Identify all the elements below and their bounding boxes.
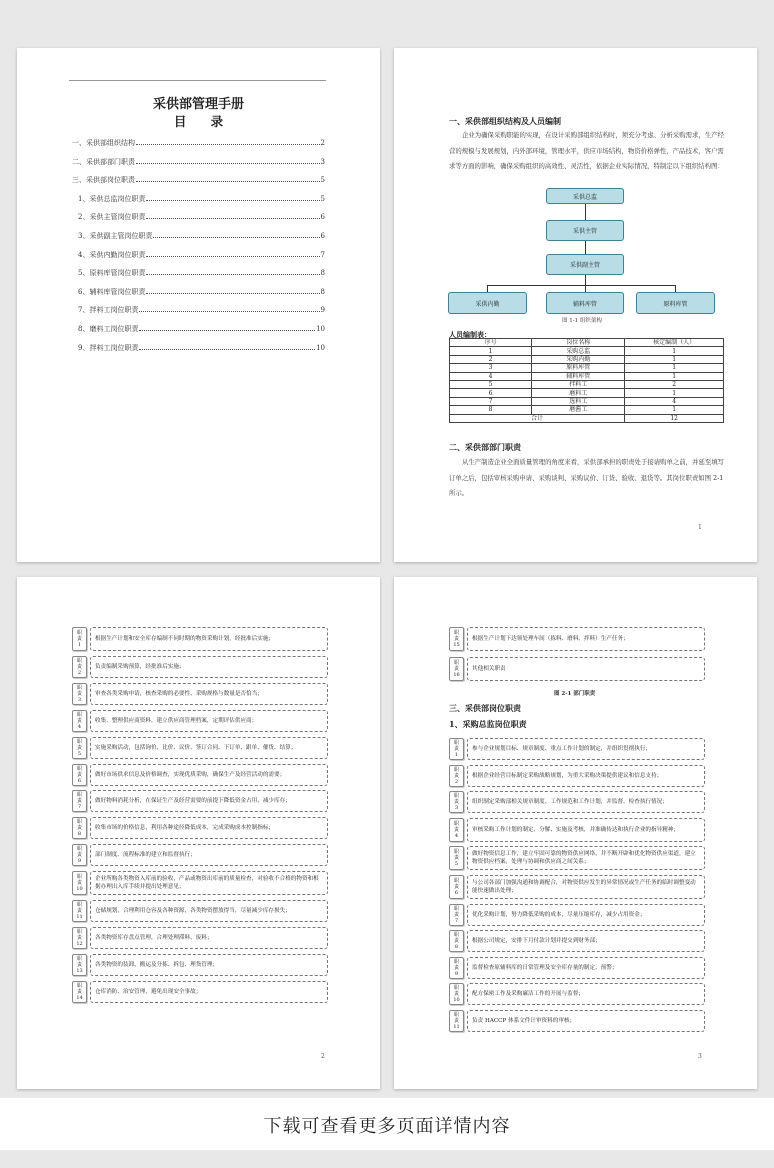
- duty-item: [72, 927, 328, 949]
- duty-tag-word: 责: [453, 746, 459, 752]
- duty-text: 各类物资库存盘点管理，合理处理滞料、废料；: [90, 927, 328, 949]
- duty-number-tag: [72, 927, 87, 949]
- document-title: 采供部管理手册: [152, 97, 244, 112]
- toc-entry[interactable]: [78, 287, 325, 299]
- duty-item: [72, 683, 328, 705]
- duty-number-tag: [72, 627, 87, 651]
- duty-tag-word: 责: [453, 911, 459, 918]
- table-cell: 辅料库管: [532, 372, 625, 380]
- duty-number-tag: [449, 657, 464, 681]
- staff-table: [449, 338, 724, 423]
- duty-number: 16: [453, 672, 460, 678]
- duty-text: 监督检查原辅料库的日常管理及安全库存量的制定、预警；: [467, 957, 705, 979]
- toc-entry[interactable]: [72, 157, 325, 169]
- duty-number: 6: [454, 890, 459, 896]
- duty-tag-word: 职: [453, 849, 459, 856]
- duty-item: [72, 844, 328, 866]
- duty-tag-word: 职: [76, 819, 82, 826]
- table-cell: 选料工: [532, 397, 625, 405]
- duty-tag-word: 责: [76, 988, 82, 995]
- table-row: [450, 347, 724, 355]
- staff-table-title: 人员编制表：: [449, 330, 491, 339]
- toc-entry-page: 10: [316, 325, 325, 333]
- total-value: 12: [625, 414, 724, 422]
- duty-number: 9: [77, 858, 82, 865]
- duty-tag-word: 责: [453, 826, 459, 833]
- duty-tag-word: 职: [76, 738, 82, 745]
- duty-text: 做好物资信息工作，建立牢固可靠的物资供应网络，并不断开辟和优化物资供应渠道，建立物资供应档案，处理与协调和供应商之间关系；: [467, 846, 705, 870]
- duty-tag-word: 责: [453, 884, 459, 890]
- duty-item: [449, 904, 705, 926]
- table-row: [450, 397, 724, 405]
- toc-entry-label: 5、原料库管岗位职责: [78, 269, 146, 278]
- duty-text: 配方保密工作及采购廉洁工作的开展与监督；: [467, 983, 705, 1005]
- duty-item: [449, 930, 705, 952]
- duty-tag-word: 职: [76, 955, 82, 962]
- org-intro-paragraph: 企业为确保采购职能的实现，在设计采购部组织结构时，须充分考虑、分析采购需求，生产经营的规模与发展规划，内外部环境，管理水平，供应市场结构，物资价格弹性，产品技术，客户需求等方面的影响，确保采购组织的高效性、灵活性，依据企业实际情况，特制定以下组织结构图：: [449, 131, 725, 170]
- duty-text: 其他相关职责: [467, 657, 705, 681]
- duty-text: 负责编制采购预算，经批准后实施；: [90, 656, 328, 678]
- duty-item: [449, 875, 705, 899]
- duty-tag-word: 职: [76, 684, 82, 691]
- toc-entry[interactable]: [78, 324, 325, 336]
- duty-item: [72, 764, 328, 786]
- toc-leader-dots: [139, 330, 315, 331]
- dept-duties-page: [17, 577, 380, 1089]
- duty-tag-word: 职: [453, 932, 459, 939]
- duty-number-tag: [72, 790, 87, 812]
- table-row: [450, 389, 724, 397]
- duty-tag-word: 职: [76, 765, 82, 772]
- toc-leader-dots: [146, 218, 319, 219]
- duty-number-tag: [72, 656, 87, 678]
- subsection-heading-director: 1、采购总监岗位职责: [449, 719, 527, 729]
- toc-entry-label: 三、采供部岗位职责: [72, 176, 135, 185]
- duty-tag-word: 责: [76, 717, 82, 724]
- toc-entry-label: 9、拌料工岗位职责: [78, 343, 139, 352]
- duty-number: 11: [453, 1024, 460, 1030]
- table-cell: 1: [625, 355, 724, 363]
- duty-item: [72, 954, 328, 976]
- toc-entry-label: 2、采供主管岗位职责: [78, 213, 146, 222]
- toc-entry-label: 1、采供总监岗位职责: [78, 194, 146, 203]
- org-box-top: 采供总监: [546, 188, 624, 204]
- duty-number: 4: [454, 832, 459, 839]
- toc-leader-dots: [139, 311, 319, 312]
- duty-tag-word: 责: [453, 991, 459, 998]
- duty-text: 做好市场供求信息及价格调查，实现优质采购，确保生产及经营活动的需要；: [90, 764, 328, 786]
- toc-entry-label: 3、采供副主管岗位职责: [78, 232, 153, 240]
- duty-number-tag: [449, 765, 464, 787]
- duty-item: [449, 818, 705, 842]
- duty-tag-word: 责: [76, 961, 82, 968]
- table-cell: 4: [625, 397, 724, 405]
- duty-number-tag: [449, 875, 464, 899]
- duty-number: 1: [77, 642, 82, 648]
- duty-number: 1: [454, 752, 459, 758]
- duty-tag-word: 责: [76, 934, 82, 941]
- table-row: [450, 372, 724, 380]
- table-row: [450, 380, 724, 388]
- duty-text: 与公司各部门加强沟通和协调配合，对物资供应发生的异常情况或生产任务的临时调整变动能快速做出处理；: [467, 875, 705, 899]
- duty-tag-word: 职: [453, 878, 459, 884]
- org-connector: [585, 241, 586, 254]
- toc-leader-dots: [146, 274, 319, 275]
- duty-number: 2: [454, 778, 459, 785]
- duty-tag-word: 职: [453, 905, 459, 912]
- toc-leader-dots: [136, 181, 320, 182]
- column-header: 序号: [450, 339, 532, 347]
- duty-tag-word: 责: [453, 938, 459, 945]
- duty-item: [449, 957, 705, 979]
- duty-item: [72, 790, 328, 812]
- toc-entry-page: 3: [320, 157, 325, 166]
- duty-number-tag: [449, 930, 464, 952]
- table-cell: 采购总监: [532, 347, 625, 355]
- table-cell: 1: [625, 389, 724, 397]
- duty-item: [449, 846, 705, 870]
- duty-text: 收集、整理供应商资料，建立供应商管理档案，定期评估供应商；: [90, 710, 328, 732]
- duty-number: 12: [76, 940, 83, 947]
- duty-tag-word: 职: [76, 630, 82, 636]
- duty-text: 根据公司规定，安排下月付款计划并提交到财务部；: [467, 930, 705, 952]
- duty-number: 15: [453, 642, 460, 648]
- org-box-leaf: 采供内勤: [448, 292, 527, 314]
- duty-text: 部门制度、流程标准的建立和监督执行；: [90, 844, 328, 866]
- duty-number: 10: [76, 886, 83, 893]
- duty-number-tag: [449, 957, 464, 979]
- duty-tag-word: 责: [76, 771, 82, 778]
- table-cell: 6: [450, 389, 532, 397]
- duty-tag-word: 责: [453, 772, 459, 779]
- duty-tag-word: 职: [76, 711, 82, 718]
- org-connector: [585, 285, 586, 292]
- duty-number-tag: [72, 844, 87, 866]
- duty-number: 5: [77, 750, 82, 757]
- duty-number: 8: [454, 944, 459, 951]
- duty-number-tag: [449, 818, 464, 842]
- dept-duty-caption: 图 2-1 部门职责: [554, 691, 596, 697]
- duty-tag-word: 职: [453, 793, 459, 800]
- duty-tag-word: 责: [76, 852, 82, 859]
- duty-number-tag: [72, 900, 87, 922]
- duty-item: [449, 657, 705, 681]
- table-total-row: [450, 414, 724, 422]
- duty-number-tag: [72, 954, 87, 976]
- toc-entry-page: 2: [320, 139, 325, 147]
- duty-text: 组织制定采购部相关规章制度、工作规范和工作计划，并监督、检查执行情况；: [467, 791, 705, 813]
- toc-entry-page: 5: [320, 194, 325, 203]
- duty-number-tag: [72, 764, 87, 786]
- duty-tag-word: 职: [453, 766, 459, 773]
- duty-item: [72, 871, 328, 895]
- duty-number: 7: [454, 917, 459, 924]
- toc-entry[interactable]: [72, 175, 325, 187]
- duty-number: 6: [77, 777, 82, 784]
- duty-tag-word: 职: [453, 820, 459, 827]
- org-caption: 图 1-1 组织架构: [562, 318, 602, 324]
- duty-number: 10: [453, 997, 460, 1004]
- org-box-leaf: 辅料库管: [546, 292, 624, 314]
- table-cell: 1: [625, 372, 724, 380]
- toc-entry[interactable]: [78, 268, 325, 280]
- table-cell: 1: [450, 347, 532, 355]
- org-connector: [585, 275, 586, 285]
- duty-number-tag: [449, 791, 464, 813]
- column-header: 核定编制（人）: [625, 339, 724, 347]
- table-cell: 1: [625, 364, 724, 372]
- duty-number-tag: [449, 846, 464, 870]
- toc-entry-label: 一、采供部组织结构: [72, 139, 135, 147]
- duty-tag-word: 责: [453, 799, 459, 806]
- table-cell: 2: [450, 355, 532, 363]
- duty-number-tag: [449, 1010, 464, 1032]
- table-cell: 3: [450, 364, 532, 372]
- duty-tag-word: 职: [76, 874, 82, 881]
- toc-entry-label: 8、磨料工岗位职责: [78, 325, 139, 333]
- toc-entry-page: 5: [320, 176, 325, 185]
- duty-tag-word: 责: [76, 690, 82, 697]
- duty-item: [449, 983, 705, 1005]
- toc-entry-label: 6、辅料库管岗位职责: [78, 287, 146, 296]
- duty-number-tag: [72, 683, 87, 705]
- duty-text: 实施采购活动，包括询价、比价、议价、签订合同、下订单、跟单、催货、结算；: [90, 737, 328, 759]
- section-heading-positions: 三、采供部岗位职责: [449, 703, 521, 713]
- toc-leader-dots: [136, 163, 320, 164]
- duty-number-tag: [72, 981, 87, 1003]
- toc-entry[interactable]: [72, 138, 325, 150]
- duty-item: [449, 765, 705, 787]
- duty-item: [72, 710, 328, 732]
- duty-tag-word: 责: [76, 908, 82, 914]
- dept-duty-paragraph: 从生产制造企业全面质量管理的角度来看，采供部承担的职责处于接请购单之前，并延至填写订单之后，包括审核采购申请、采购谈判、采购议价、订货、验收、退货等。其岗位职责如图 2-1 所示。: [449, 458, 725, 497]
- duty-number: 2: [77, 669, 82, 676]
- duty-item: [72, 900, 328, 922]
- org-box-mid: 采供主管: [546, 220, 624, 241]
- duty-number: 3: [77, 696, 82, 703]
- duty-number-tag: [449, 904, 464, 926]
- toc-entry-page: 9: [320, 306, 325, 315]
- duty-tag-word: 职: [76, 902, 82, 908]
- table-cell: 8: [450, 406, 532, 414]
- duty-number-tag: [72, 871, 87, 895]
- org-connector: [675, 285, 676, 292]
- duty-tag-word: 职: [76, 846, 82, 853]
- duty-tag-word: 责: [76, 798, 82, 805]
- table-cell: 2: [625, 380, 724, 388]
- duty-tag-word: 职: [76, 657, 82, 664]
- duty-tag-word: 职: [76, 792, 82, 799]
- duty-tag-word: 责: [453, 1018, 459, 1024]
- table-cell: 原料库管: [532, 364, 625, 372]
- duty-number: 3: [454, 805, 459, 812]
- duty-tag-word: 责: [453, 964, 459, 971]
- org-box-sub: 采供副主管: [546, 254, 624, 275]
- toc-leader-dots: [146, 256, 319, 257]
- duty-tag-word: 职: [453, 985, 459, 992]
- toc-leader-dots: [136, 144, 320, 145]
- duty-text: 做好物料消耗分析，在保证生产及经营需要的前提下降低资金占用，减少库存；: [90, 790, 328, 812]
- toc-entry-label: 7、拌料工岗位职责: [78, 306, 139, 315]
- toc-leader-dots: [139, 349, 315, 350]
- duty-number: 4: [77, 723, 82, 730]
- duty-tag-word: 责: [76, 663, 82, 670]
- toc-leader-dots: [146, 200, 319, 201]
- duty-tag-word: 职: [453, 630, 459, 636]
- duty-text: 各类物资的装卸、搬运及分拣、拆包、理货管理；: [90, 954, 328, 976]
- duty-item: [72, 817, 328, 839]
- page-number: 3: [698, 1053, 702, 1060]
- page-number: 2: [321, 1053, 325, 1060]
- column-header: 岗位名称: [532, 339, 625, 347]
- toc-entry[interactable]: [78, 212, 325, 224]
- org-connector: [585, 204, 586, 220]
- duty-tag-word: 责: [453, 855, 459, 862]
- duty-number: 9: [454, 970, 459, 977]
- duty-tag-word: 责: [453, 666, 459, 672]
- toc-entry[interactable]: [78, 194, 325, 206]
- duty-text: 优化采购计划，努力降低采购的成本，尽量压缩库存，减少占用资金；: [467, 904, 705, 926]
- duty-tag-word: 职: [453, 740, 459, 746]
- org-connector: [487, 285, 675, 286]
- duty-number-tag: [449, 738, 464, 760]
- toc-entry[interactable]: [78, 343, 325, 355]
- toc-entry-page: 6: [320, 232, 325, 240]
- duty-number-tag: [72, 817, 87, 839]
- table-cell: 采购内勤: [532, 355, 625, 363]
- table-row: [450, 364, 724, 372]
- duty-item: [449, 1010, 705, 1032]
- duty-number: 8: [77, 831, 82, 838]
- duty-number-tag: [449, 983, 464, 1005]
- table-row: [450, 355, 724, 363]
- duty-text: 参与企业规划目标、规章制度、重点工作计划的制定，并组织贯彻执行；: [467, 738, 705, 760]
- duty-item: [72, 737, 328, 759]
- toc-entry-page: 6: [320, 213, 325, 222]
- duty-tag-word: 职: [76, 982, 82, 989]
- table-cell: 7: [450, 397, 532, 405]
- duty-text: 根据生产计划和安全库存编制不同时期的物资采购计划，经批准后实施；: [90, 627, 328, 651]
- duty-text: 审核采购工作计划的制定、分解、实施及考核，并准确传达和执行企业的指导精神；: [467, 818, 705, 842]
- duty-text: 仓储规划，合理利用仓容及各种资源，各类物资摆放得当，尽量减少库存损失；: [90, 900, 328, 922]
- total-label: 合计: [450, 414, 625, 422]
- manual-cover-page: [17, 48, 380, 562]
- table-cell: 1: [625, 406, 724, 414]
- duty-tag-word: 责: [453, 636, 459, 642]
- toc-entry-label: 二、采供部部门职责: [72, 157, 135, 166]
- duty-tag-word: 责: [76, 880, 82, 887]
- duty-number-tag: [72, 737, 87, 759]
- duty-text: 企业所购各类物资入库前的验收，产品或物资出库前的质量检查，对验收不合格的物资和根据办理出入库手续并提出处理意见；: [90, 871, 328, 895]
- org-connector: [487, 285, 488, 292]
- table-cell: 5: [450, 380, 532, 388]
- duty-number: 14: [76, 994, 83, 1001]
- page-number: 1: [698, 524, 702, 531]
- duty-tag-word: 职: [76, 928, 82, 935]
- duty-text: 收集市场的价格信息，利用各种途径降低成本，完成采购成本控制指标；: [90, 817, 328, 839]
- table-cell: 磨料工: [532, 389, 625, 397]
- table-cell: 拌料工: [532, 380, 625, 388]
- duty-tag-word: 职: [453, 958, 459, 965]
- duty-text: 仓库消防、治安管理，避免出现安全事故；: [90, 981, 328, 1003]
- duty-tag-word: 责: [76, 825, 82, 832]
- table-header-row: [450, 339, 724, 347]
- toc-entry[interactable]: [78, 250, 325, 262]
- position-duties-page: [394, 577, 757, 1089]
- duty-item: [449, 791, 705, 813]
- toc-entry-page: 8: [320, 269, 325, 278]
- duty-item: [449, 627, 705, 651]
- table-cell: 4: [450, 372, 532, 380]
- duty-text: 审查各类采购申请，核查采购的必要性、采购规格与数量是否恰当；: [90, 683, 328, 705]
- section-heading-org: 一、采供部组织结构及人员编制: [449, 116, 561, 126]
- table-cell: 磨酱工: [532, 406, 625, 414]
- toc-entry[interactable]: [78, 231, 325, 243]
- toc-heading: 目 录: [173, 114, 234, 129]
- duty-item: [72, 656, 328, 678]
- duty-number-tag: [72, 710, 87, 732]
- table-row: [450, 406, 724, 414]
- toc-leader-dots: [153, 237, 319, 238]
- toc-entry-label: 4、采供内勤岗位职责: [78, 250, 146, 259]
- toc-entry-page: 7: [320, 250, 325, 259]
- duty-item: [449, 738, 705, 760]
- download-more-link[interactable]: 下载可查看更多页面详情内容: [263, 1116, 511, 1137]
- cover-top-rule: [69, 80, 326, 81]
- duty-number: 11: [76, 914, 83, 920]
- duty-number: 13: [76, 967, 83, 974]
- toc-entry-page: 8: [320, 287, 325, 296]
- org-structure-page: [394, 48, 757, 562]
- duty-text: 根据生产计划下达领处理车间（拣料、磨料、拌料）生产任务；: [467, 627, 705, 651]
- duty-text: 负责 HACCP 体系文件计审资料的审核；: [467, 1010, 705, 1032]
- duty-text: 根据企业经营目标制定采购战略规划，为重大采购决策提供建议和信息支持；: [467, 765, 705, 787]
- duty-tag-word: 职: [453, 660, 459, 666]
- duty-item: [72, 981, 328, 1003]
- duty-item: [72, 627, 328, 651]
- duty-tag-word: 责: [76, 636, 82, 642]
- org-box-leaf: 原料库管: [636, 292, 715, 314]
- table-cell: 1: [625, 347, 724, 355]
- duty-tag-word: 责: [76, 744, 82, 751]
- toc-entry[interactable]: [78, 305, 325, 317]
- duty-number-tag: [449, 627, 464, 651]
- duty-number: 7: [77, 804, 82, 811]
- toc-leader-dots: [146, 293, 319, 294]
- section-heading-dept: 二、采供部部门职责: [449, 442, 521, 452]
- toc-entry-page: 10: [316, 343, 325, 352]
- duty-number: 5: [454, 861, 459, 868]
- duty-tag-word: 职: [453, 1012, 459, 1018]
